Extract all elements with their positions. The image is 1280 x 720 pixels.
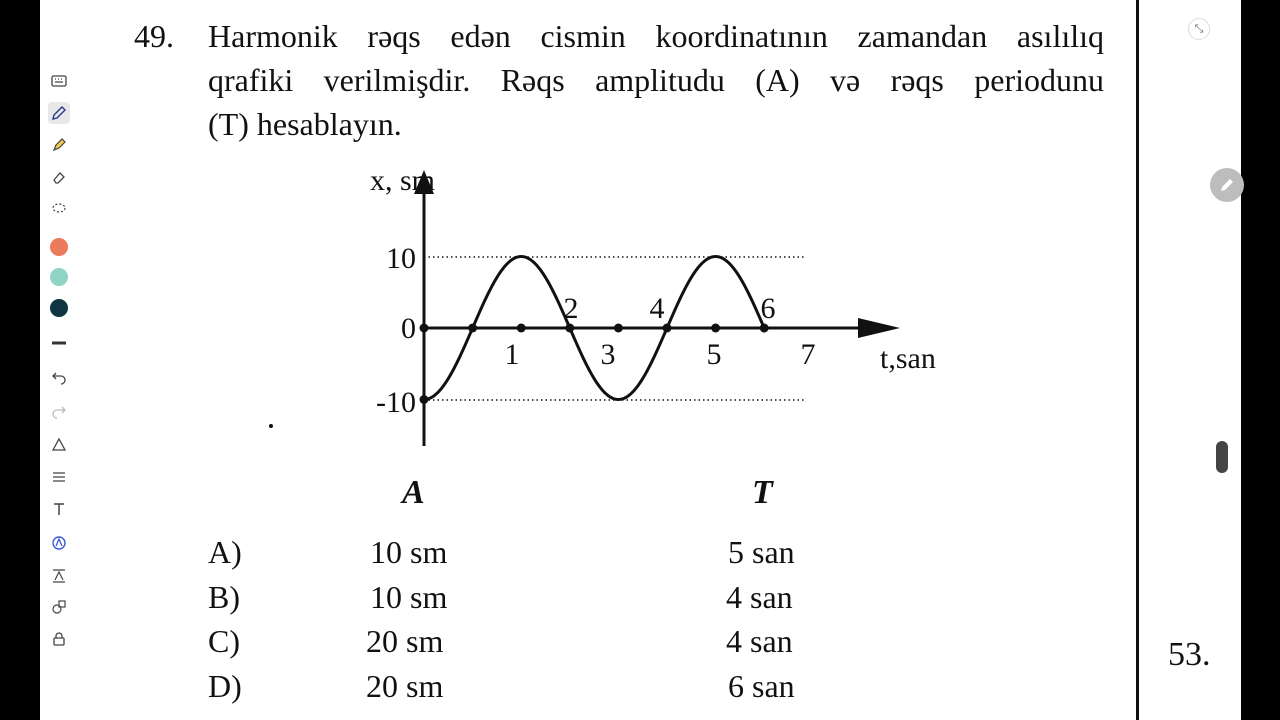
data-point xyxy=(614,324,623,333)
time-label: 7 xyxy=(800,338,816,371)
question-line: qrafiki verilmişdir. Rəqs amplitudu (A) və rəqs periodunu xyxy=(208,62,1104,98)
color-swatch-teal[interactable] xyxy=(48,266,70,288)
option-letter: D) xyxy=(208,668,242,704)
time-label: 5 xyxy=(706,338,722,371)
keyboard-icon[interactable] xyxy=(48,70,70,92)
scroll-handle[interactable] xyxy=(1216,441,1228,473)
time-label: 6 xyxy=(760,292,776,325)
color-dot xyxy=(50,238,68,256)
shapes-icon[interactable] xyxy=(48,596,70,618)
option-period: 4 san xyxy=(726,623,793,659)
annotation-toolbar xyxy=(40,60,78,660)
shape-icon[interactable] xyxy=(48,434,70,456)
data-point xyxy=(711,324,720,333)
left-letterbox xyxy=(0,0,40,720)
edit-pen-button[interactable] xyxy=(1210,168,1244,202)
pencil-icon xyxy=(1218,176,1236,194)
question-line: (T) hesablayın. xyxy=(208,106,402,142)
option-amplitude: 10 sm xyxy=(370,534,448,570)
option-letter: A) xyxy=(208,534,242,570)
column-header-t: T xyxy=(752,474,773,511)
option-period: 6 san xyxy=(728,668,795,704)
oscillation-graph xyxy=(310,160,936,460)
redo-icon[interactable] xyxy=(48,400,70,422)
time-label: 2 xyxy=(563,292,579,325)
option-amplitude: 20 sm xyxy=(366,668,444,704)
y-tick-label: -10 xyxy=(376,386,416,419)
eraser-icon[interactable] xyxy=(48,166,70,188)
page-divider xyxy=(1136,0,1139,720)
highlighter-icon[interactable] xyxy=(48,134,70,156)
x-axis-arrow xyxy=(858,318,900,338)
data-point xyxy=(420,395,429,404)
y-axis-label: x, sm xyxy=(370,164,436,197)
lasso-icon[interactable] xyxy=(48,198,70,220)
text-format-icon[interactable] xyxy=(48,564,70,586)
option-letter: B) xyxy=(208,579,240,615)
pen-icon[interactable] xyxy=(48,102,70,124)
time-label: 3 xyxy=(600,338,616,371)
collapse-icon[interactable]: ⤡ xyxy=(1188,18,1210,40)
option-period: 4 san xyxy=(726,579,793,615)
text-tool-icon[interactable] xyxy=(48,498,70,520)
option-period: 5 san xyxy=(728,534,795,570)
column-header-a: A xyxy=(402,474,425,511)
undo-icon[interactable] xyxy=(48,366,70,388)
lock-icon[interactable] xyxy=(48,628,70,650)
option-amplitude: 10 sm xyxy=(370,579,448,615)
next-question-number: 53. xyxy=(1168,636,1211,673)
color-dot xyxy=(50,299,68,317)
color-swatch-navy[interactable] xyxy=(48,297,70,319)
origin-point xyxy=(420,324,429,333)
data-point xyxy=(468,324,477,333)
color-dot xyxy=(50,268,68,286)
color-swatch-orange[interactable] xyxy=(48,236,70,258)
question-line: Harmonik rəqs edən cismin koordinatının zamandan asılılıq xyxy=(208,18,1104,54)
line-spacing-icon[interactable] xyxy=(48,466,70,488)
stroke-width-icon[interactable] xyxy=(48,332,70,354)
option-letter: C) xyxy=(208,623,240,659)
data-point xyxy=(517,324,526,333)
time-label: 1 xyxy=(504,338,520,371)
right-letterbox xyxy=(1241,0,1280,720)
x-axis-label: t,san xyxy=(880,342,936,375)
stray-dot xyxy=(269,424,273,428)
document-page xyxy=(40,0,1241,720)
time-label: 4 xyxy=(649,292,665,325)
option-amplitude: 20 sm xyxy=(366,623,444,659)
y-tick-label: 10 xyxy=(386,242,416,275)
handwriting-icon[interactable] xyxy=(48,532,70,554)
question-text xyxy=(208,14,1108,146)
y-tick-label: 0 xyxy=(401,312,416,345)
question-number: 49. xyxy=(134,18,174,54)
